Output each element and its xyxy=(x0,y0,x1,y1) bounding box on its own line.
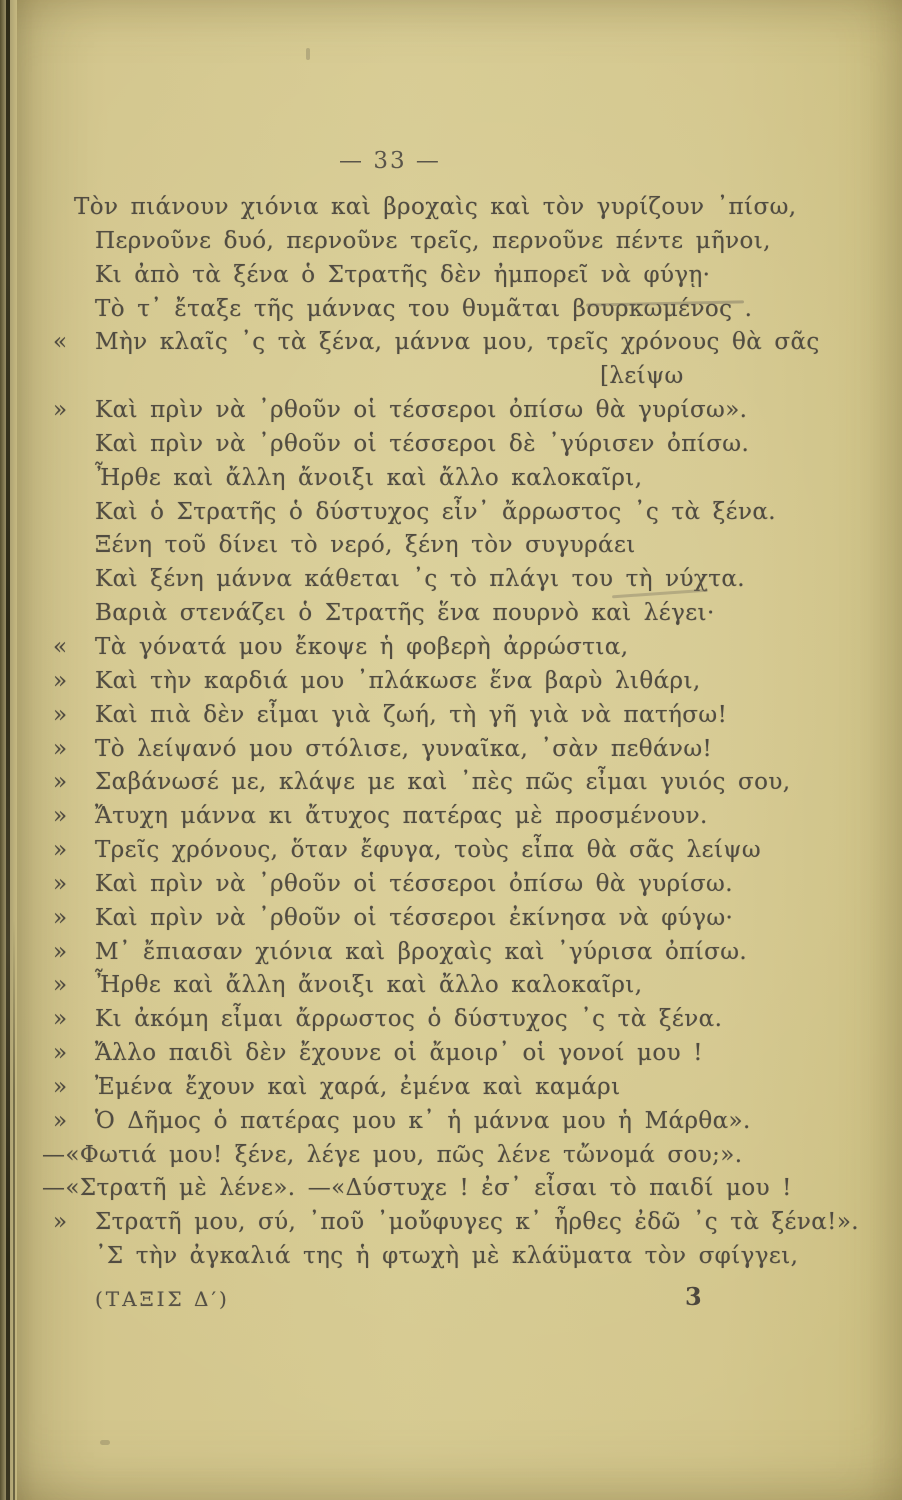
poem-line xyxy=(40,1206,874,1240)
quote-marker: » xyxy=(53,972,68,999)
poem-line-text: Κι ἀκόμη εἶμαι ἄρρωστος ὁ δύστυχος ᾽ς τὰ ξένα. xyxy=(95,1006,723,1033)
poem-line-text: Καὶ πιὰ δὲν εἶμαι γιὰ ζωή, τὴ γῆ γιὰ νὰ πατήσω! xyxy=(95,701,728,728)
poem-line-text: Τὸ λείψανό μου στόλισε, γυναῖκα, ᾽σὰν πεθάνω! xyxy=(95,735,713,762)
poem-line-text: Τὰ γόνατά μου ἔκοψε ἡ φοβερὴ ἀρρώστια, xyxy=(95,633,629,660)
quote-marker: » xyxy=(53,1006,68,1033)
poem-line-text: Στρατῆ μου, σύ, ᾽ποῦ ᾽μοὔφυγες κ᾽ ἦρθες ἐδῶ ᾽ς τὰ ξένα!». xyxy=(95,1209,860,1236)
poem-line xyxy=(40,1037,874,1071)
quote-marker: » xyxy=(53,1073,68,1100)
page-number-header: — 33 — xyxy=(339,148,441,174)
quote-marker: » xyxy=(53,701,68,728)
quote-marker: » xyxy=(53,837,68,864)
poem-line xyxy=(40,631,874,665)
poem-line-text: Βαριὰ στενάζει ὁ Στρατῆς ἕνα πουρνὸ καὶ λέγει· xyxy=(95,600,715,627)
poem-line xyxy=(40,597,874,631)
quote-marker: » xyxy=(53,1107,68,1134)
poem-line xyxy=(40,834,874,868)
poem-line-text: Καὶ πρὶν νὰ ᾽ρθοῦν οἱ τέσσεροι ἐκίνησα νὰ φύγω· xyxy=(95,904,734,931)
poem-line-text: Καὶ ξένη μάννα κάθεται ᾽ς τὸ πλάγι του τὴ νύχτα. xyxy=(95,566,745,593)
poem-line xyxy=(40,428,874,462)
quote-marker: » xyxy=(53,667,68,694)
poem-line-text: —«Φωτιά μου! ξένε, λέγε μου, πῶς λένε τὤνομά σου;». xyxy=(42,1141,743,1168)
poem-line-text: Περνοῦνε δυό, περνοῦνε τρεῖς, περνοῦνε πέντε μῆνοι, xyxy=(95,227,771,254)
poem-line-text: Ἦρθε καὶ ἄλλη ἄνοιξι καὶ ἄλλο καλοκαῖρι, xyxy=(95,972,643,999)
poem-line xyxy=(40,936,874,970)
poem-line xyxy=(40,902,874,936)
poem-line xyxy=(40,563,874,597)
poem-line xyxy=(40,733,874,767)
quote-marker: » xyxy=(53,870,68,897)
poem-line xyxy=(40,1003,874,1037)
poem-line xyxy=(40,259,874,293)
poem-line-text: [λείψω xyxy=(600,363,684,390)
poem-line xyxy=(40,293,874,327)
footer-series-label: (ΤΑΞΙΣ Δ′) xyxy=(95,1287,230,1311)
quote-marker: « xyxy=(53,329,68,356)
poem-line-text: Τρεῖς χρόνους, ὅταν ἔφυγα, τοὺς εἶπα θὰ σᾶς λείψω xyxy=(95,837,761,864)
poem-line-text: Καὶ πρὶν νὰ ᾽ρθοῦν οἱ τέσσεροι δὲ ᾽γύρισεν ὀπίσω. xyxy=(95,430,750,457)
poem-line-text: Τὸ τ᾽ ἔταξε τῆς μάννας του θυμᾶται βουρκωμένος . xyxy=(95,295,753,322)
binding-edge-line-secondary xyxy=(13,920,15,1500)
poem-line-text: Κι ἀπὸ τὰ ξένα ὁ Στρατῆς δὲν ἠμπορεῖ νὰ φύγῃ· xyxy=(95,261,711,288)
poem-line xyxy=(40,868,874,902)
poem-line xyxy=(40,1105,874,1139)
quote-marker: » xyxy=(53,803,68,830)
quote-marker: » xyxy=(53,938,68,965)
poem-line xyxy=(40,665,874,699)
poem-line xyxy=(40,394,874,428)
poem-line xyxy=(40,1139,874,1173)
poem-line-text: Μὴν κλαῖς ᾽ς τὰ ξένα, μάννα μου, τρεῖς χρόνους θὰ σᾶς xyxy=(95,329,820,356)
poem-line-text: Μ᾽ ἔπιασαν χιόνια καὶ βροχαὶς καὶ ᾽γύρισα ὀπίσω. xyxy=(95,938,748,965)
poem-line-text: Καὶ ὁ Στρατῆς ὁ δύστυχος εἶν᾽ ἄρρωστος ᾽ς τὰ ξένα. xyxy=(95,498,776,525)
quote-marker: » xyxy=(53,1040,68,1067)
poem-line xyxy=(40,326,874,360)
poem-line xyxy=(40,766,874,800)
poem-line-text: Ἦρθε καὶ ἄλλη ἄνοιξι καὶ ἄλλο καλοκαῖρι, xyxy=(95,464,643,491)
poem-line xyxy=(40,1172,874,1206)
poem-line xyxy=(40,191,874,225)
poem-line xyxy=(40,360,874,394)
poem-line-text: Ἄτυχη μάννα κι ἄτυχος πατέρας μὲ προσμένουν. xyxy=(95,803,708,830)
quote-marker: « xyxy=(53,633,68,660)
poem-line-text: ᾽Σ τὴν ἀγκαλιά της ἡ φτωχὴ μὲ κλάϋματα τὸν σφίγγει, xyxy=(95,1243,799,1270)
quote-marker: » xyxy=(53,735,68,762)
poem-line-text: Ἄλλο παιδὶ δὲν ἔχουνε οἱ ἄμοιρ᾽ οἱ γονοί μου ! xyxy=(95,1040,703,1067)
poem-line xyxy=(40,969,874,1003)
poem-line xyxy=(40,800,874,834)
poem-line-text: Ἐμένα ἔχουν καὶ χαρά, ἐμένα καὶ καμάρι xyxy=(95,1073,621,1100)
footer-signature-number: 3 xyxy=(685,1282,702,1311)
poem-line xyxy=(40,529,874,563)
poem-line-text: Σαβάνωσέ με, κλάψε με καὶ ᾽πὲς πῶς εἶμαι γυιός σου, xyxy=(95,769,791,796)
poem-line xyxy=(40,1071,874,1105)
quote-marker: » xyxy=(53,1209,68,1236)
poem-line xyxy=(40,225,874,259)
quote-marker: » xyxy=(53,397,68,424)
poem-line-text: Καὶ τὴν καρδιά μου ᾽πλάκωσε ἕνα βαρὺ λιθάρι, xyxy=(95,667,701,694)
poem-line-text: Καὶ πρὶν νὰ ᾽ρθοῦν οἱ τέσσεροι ὀπίσω θὰ γυρίσω. xyxy=(95,870,733,897)
poem-line xyxy=(40,462,874,496)
poem-line-text: Ξένη τοῦ δίνει τὸ νερό, ξένη τὸν συγυράει xyxy=(95,532,636,559)
poem-line-text: Ὁ Δῆμος ὁ πατέρας μου κ᾽ ἡ μάννα μου ἡ Μάρθα». xyxy=(95,1107,751,1134)
poem-line-text: Καὶ πρὶν νὰ ᾽ρθοῦν οἱ τέσσεροι ὀπίσω θὰ γυρίσω». xyxy=(95,397,748,424)
poem-line xyxy=(40,699,874,733)
page-footer xyxy=(40,1282,862,1316)
scan-speck xyxy=(100,1440,110,1445)
quote-marker: » xyxy=(53,904,68,931)
poem-line xyxy=(40,496,874,530)
quote-marker: » xyxy=(53,769,68,796)
poem-line-text: Τὸν πιάνουν χιόνια καὶ βροχαὶς καὶ τὸν γυρίζουν ᾽πίσω, xyxy=(74,194,797,220)
scan-speck xyxy=(306,48,310,60)
poem-line xyxy=(40,1240,874,1274)
poem-line-text: —«Στρατῆ μὲ λένε». —«Δύστυχε ! ἐσ᾽ εἶσαι τὸ παιδί μου ! xyxy=(42,1175,792,1202)
poem-lines xyxy=(40,191,874,1274)
binding-edge-line xyxy=(6,0,10,1500)
